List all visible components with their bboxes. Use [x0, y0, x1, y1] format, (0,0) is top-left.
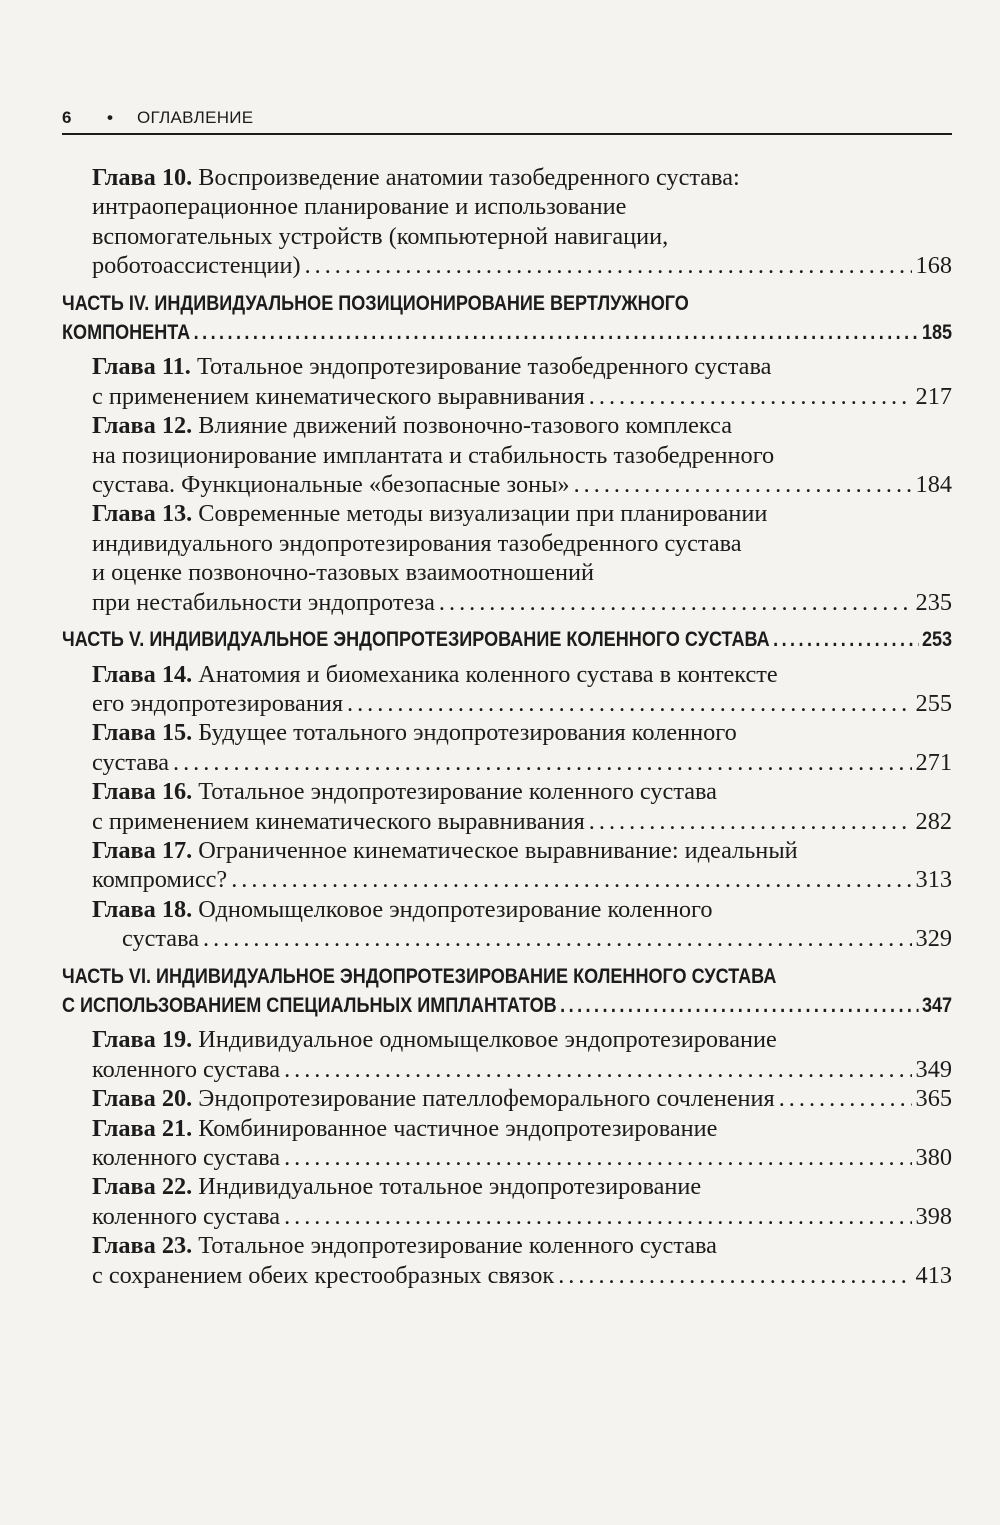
chapter-title-line: Индивидуальное одномыщелковое эндопротезирование	[198, 1026, 777, 1054]
page-ref: 282	[915, 807, 952, 835]
bullet-separator: •	[107, 108, 113, 127]
chapter-title-line: Индивидуальное тотальное эндопротезирование	[198, 1173, 702, 1201]
dot-leader	[284, 1055, 911, 1084]
chapter-title-line: Тотальное эндопротезирование коленного сустава	[198, 778, 717, 806]
part-title-line: КОМПОНЕНТА	[62, 321, 191, 345]
chapter-title-line: коленного сустава	[92, 1202, 281, 1230]
chapter-label: Глава 15.	[92, 719, 193, 747]
chapter-title-line: Одномыщелковое эндопротезирование коленного	[198, 895, 713, 923]
chapter-label: Глава 23.	[92, 1232, 193, 1260]
toc-entry-chapter-20[interactable]	[92, 1084, 952, 1113]
page-ref: 168	[915, 252, 952, 280]
toc-entry-part-6[interactable]	[62, 962, 952, 1021]
dot-leader	[589, 807, 912, 836]
chapter-title-line: индивидуального эндопротезирования тазобедренного сустава	[92, 529, 742, 557]
chapter-label: Глава 12.	[92, 412, 193, 440]
chapter-title-line: Ограниченное кинематическое выравнивание: идеальный	[198, 836, 798, 864]
chapter-title-line: коленного сустава	[92, 1144, 281, 1171]
part-title-line: ЧАСТЬ IV. ИНДИВИДУАЛЬНОЕ ПОЗИЦИОНИРОВАНИЕ ВЕРТЛУЖНОГО	[62, 291, 689, 315]
part-title-line: ЧАСТЬ VI. ИНДИВИДУАЛЬНОЕ ЭНДОПРОТЕЗИРОВАНИЕ КОЛЕННОГО СУСТАВА	[62, 964, 777, 988]
dot-leader	[284, 1143, 911, 1172]
dot-leader	[284, 1202, 911, 1231]
chapter-title-line: при нестабильности эндопротеза	[92, 588, 435, 616]
chapter-label: Глава 14.	[92, 660, 193, 688]
dot-leader	[558, 1261, 911, 1290]
page-ref: 235	[915, 588, 952, 616]
chapter-title-line: с применением кинематического выравнивания	[92, 807, 585, 835]
dot-leader	[779, 1084, 912, 1113]
chapter-label: Глава 21.	[92, 1114, 193, 1142]
chapter-label: Глава 11.	[92, 353, 191, 381]
part-title-line: С ИСПОЛЬЗОВАНИЕМ СПЕЦИАЛЬНЫХ ИМПЛАНТАТОВ	[62, 993, 557, 1017]
table-of-contents	[0, 163, 1000, 1290]
toc-entry-chapter-12[interactable]	[92, 411, 952, 499]
toc-entry-chapter-23[interactable]	[92, 1231, 952, 1290]
page-ref: 380	[915, 1144, 952, 1171]
chapter-title-line: с сохранением обеих крестообразных связок	[92, 1261, 555, 1289]
toc-entry-chapter-21[interactable]	[92, 1114, 952, 1173]
page-ref: 255	[915, 689, 952, 717]
chapter-title-line: Тотальное эндопротезирование коленного сустава	[198, 1232, 717, 1260]
page-ref: 398	[915, 1202, 952, 1230]
toc-entry-chapter-13[interactable]	[92, 499, 952, 617]
dot-leader	[173, 748, 912, 777]
chapter-title-line: Эндопротезирование пателлофеморального сочленения	[198, 1085, 775, 1113]
chapter-title-line: Анатомия и биомеханика коленного сустава в контексте	[198, 660, 778, 688]
page-ref: 253	[921, 628, 953, 652]
running-head	[62, 103, 952, 135]
dot-leader	[231, 865, 911, 894]
chapter-title-line: сустава. Функциональные «безопасные зоны»	[92, 471, 570, 499]
chapter-title-line: Будущее тотального эндопротезирования коленного	[198, 719, 737, 747]
toc-entry-chapter-22[interactable]	[92, 1172, 952, 1231]
dot-leader	[560, 991, 918, 1020]
page-ref: 217	[915, 382, 952, 410]
chapter-title-line: сустава	[92, 748, 170, 776]
page-number: 6	[62, 108, 72, 127]
chapter-title-line: с применением кинематического выравнивания	[92, 382, 585, 410]
chapter-label: Глава 16.	[92, 778, 193, 806]
chapter-title-line: Влияние движений позвоночно-тазового комплекса	[198, 412, 732, 440]
page-ref: 349	[915, 1055, 952, 1083]
chapter-title-line: интраоперационное планирование и использование	[92, 193, 627, 221]
toc-entry-chapter-14[interactable]	[92, 660, 952, 719]
page-ref: 347	[921, 993, 953, 1017]
page-ref: 329	[915, 925, 952, 953]
chapter-title-line: и оценке позвоночно-тазовых взаимоотношений	[92, 559, 595, 587]
chapter-label: Глава 22.	[92, 1173, 193, 1201]
chapter-title-line: на позиционирование имплантата и стабильность тазобедренного	[92, 441, 775, 469]
chapter-title-line: роботоассистенции)	[92, 252, 301, 280]
dot-leader	[589, 382, 912, 411]
page-ref: 413	[915, 1261, 952, 1289]
chapter-title-line: Комбинированное частичное эндопротезирование	[198, 1114, 718, 1142]
toc-entry-part-4[interactable]	[62, 289, 952, 348]
chapter-label: Глава 18.	[92, 895, 193, 923]
dot-leader	[347, 689, 912, 718]
chapter-title-line: компромисс?	[92, 866, 228, 894]
toc-entry-chapter-11[interactable]	[92, 352, 952, 411]
chapter-title-line: вспомогательных устройств (компьютерной навигации,	[92, 222, 669, 250]
dot-leader	[439, 588, 912, 617]
chapter-label: Глава 19.	[92, 1026, 193, 1054]
dot-leader	[194, 318, 919, 347]
page-ref: 313	[915, 866, 952, 894]
dot-leader	[773, 625, 918, 654]
toc-entry-part-5[interactable]	[62, 625, 952, 654]
chapter-title-line: его эндопротезирования	[92, 689, 344, 717]
chapter-label: Глава 10.	[92, 164, 193, 191]
page-ref: 271	[915, 748, 952, 776]
page-ref: 185	[921, 321, 953, 345]
page-ref: 184	[915, 471, 952, 499]
section-title: ОГЛАВЛЕНИЕ	[137, 108, 254, 127]
dot-leader	[574, 470, 912, 499]
toc-entry-chapter-15[interactable]	[92, 718, 952, 777]
toc-entry-chapter-18[interactable]	[92, 895, 952, 954]
part-title-line: ЧАСТЬ V. ИНДИВИДУАЛЬНОЕ ЭНДОПРОТЕЗИРОВАНИЕ КОЛЕННОГО СУСТАВА	[62, 628, 770, 652]
dot-leader	[305, 251, 912, 280]
chapter-label: Глава 13.	[92, 500, 193, 528]
toc-entry-chapter-16[interactable]	[92, 777, 952, 836]
chapter-label: Глава 20.	[92, 1085, 193, 1113]
page-ref: 365	[915, 1085, 952, 1113]
dot-leader	[203, 924, 912, 953]
toc-entry-chapter-17[interactable]	[92, 836, 952, 895]
chapter-title-line: Тотальное эндопротезирование тазобедренного сустава	[196, 353, 772, 381]
chapter-title-line: Воспроизведение анатомии тазобедренного сустава:	[198, 164, 740, 191]
chapter-title-line: Современные методы визуализации при планировании	[198, 500, 768, 528]
chapter-title-line: коленного сустава	[92, 1055, 281, 1083]
toc-entry-chapter-19[interactable]	[92, 1025, 952, 1084]
toc-entry-chapter-10[interactable]	[92, 163, 952, 281]
chapter-title-line: сустава	[122, 925, 200, 953]
chapter-label: Глава 17.	[92, 836, 193, 864]
